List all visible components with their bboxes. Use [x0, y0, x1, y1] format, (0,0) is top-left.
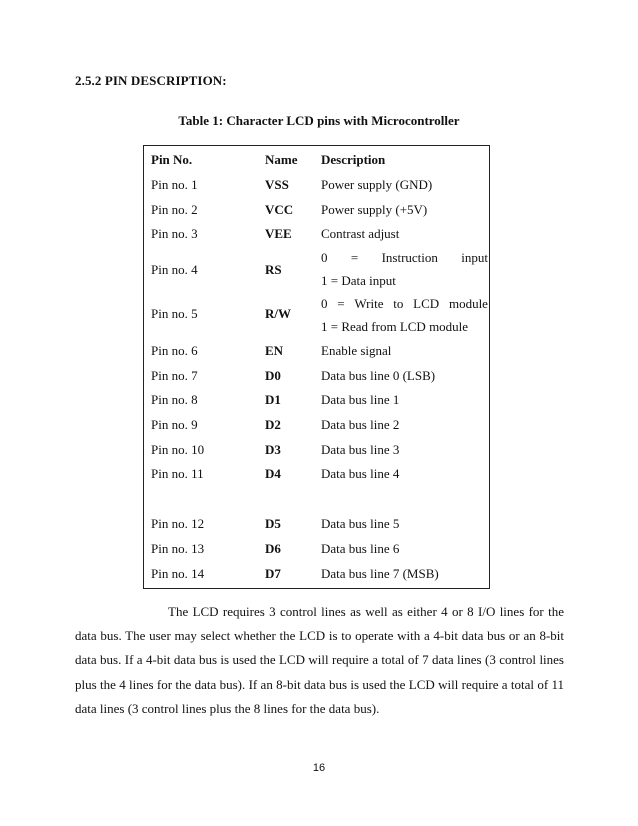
table-row-10-name: D3 — [265, 442, 281, 457]
table-row-14-pin: Pin no. 14 — [151, 566, 205, 581]
table-row-9-description: Data bus line 2 — [321, 417, 400, 432]
table-row-14-description: Data bus line 7 (MSB) — [321, 566, 439, 581]
table-row-5-description-line2: 1 = Read from LCD module — [321, 319, 469, 334]
table-row-13-pin: Pin no. 13 — [151, 541, 205, 556]
rw-desc-word: 0 — [321, 296, 328, 311]
rw-desc-word: = — [337, 296, 345, 311]
table-row-9-pin: Pin no. 9 — [151, 417, 198, 432]
pin-table — [143, 145, 490, 589]
table-row-11-description: Data bus line 4 — [321, 466, 400, 481]
rs-desc-word: Instruction — [381, 250, 438, 265]
table-row-12-description: Data bus line 5 — [321, 516, 400, 531]
table-row-6-description: Enable signal — [321, 343, 392, 358]
table-row-12-pin: Pin no. 12 — [151, 516, 205, 531]
table-row-5-pin: Pin no. 5 — [151, 306, 198, 321]
table-row-5-name: R/W — [265, 306, 291, 321]
table-row-4-description-line2: 1 = Data input — [321, 273, 396, 288]
rw-desc-word: LCD — [413, 296, 440, 311]
table-row-8-pin: Pin no. 8 — [151, 392, 198, 407]
table-row-13-name: D6 — [265, 541, 281, 556]
header-description: Description — [321, 152, 386, 167]
header-pin-no: Pin No. — [151, 152, 193, 167]
table-row-3-description: Contrast adjust — [321, 226, 400, 241]
table-row-8-name: D1 — [265, 392, 281, 407]
table-row-3-pin: Pin no. 3 — [151, 226, 198, 241]
table-row-2-description: Power supply (+5V) — [321, 202, 428, 217]
table-row-6-name: EN — [265, 343, 284, 358]
rs-desc-word: input — [461, 250, 488, 265]
rs-desc-word: = — [350, 250, 359, 265]
table-row-13-description: Data bus line 6 — [321, 541, 400, 556]
rw-desc-word: Write — [354, 296, 384, 311]
table-row-5-description-line1 — [321, 296, 488, 312]
table-row-11-pin: Pin no. 11 — [151, 466, 204, 481]
table-row-3-name: VEE — [265, 226, 292, 241]
table-row-6-pin: Pin no. 6 — [151, 343, 198, 358]
table-row-2-pin: Pin no. 2 — [151, 202, 198, 217]
rw-desc-word: module — [448, 296, 488, 311]
table-row-4-description-line1 — [321, 250, 488, 266]
table-row-9-name: D2 — [265, 417, 281, 432]
table-row-8-description: Data bus line 1 — [321, 392, 400, 407]
table-row-4-pin: Pin no. 4 — [151, 262, 198, 277]
rw-desc-word: to — [393, 296, 404, 311]
table-caption: Table 1: Character LCD pins with Microcontroller — [178, 113, 460, 128]
table-row-7-pin: Pin no. 7 — [151, 368, 198, 383]
table-row-10-description: Data bus line 3 — [321, 442, 400, 457]
header-name: Name — [265, 152, 298, 167]
table-row-7-name: D0 — [265, 368, 281, 383]
table-row-11-name: D4 — [265, 466, 281, 481]
section-heading: 2.5.2 PIN DESCRIPTION: — [75, 73, 227, 88]
table-row-1-name: VSS — [265, 177, 289, 192]
table-row-12-name: D5 — [265, 516, 281, 531]
table-row-1-description: Power supply (GND) — [321, 177, 433, 192]
table-row-1-pin: Pin no. 1 — [151, 177, 198, 192]
page-number: 16 — [312, 762, 326, 774]
table-row-2-name: VCC — [265, 202, 294, 217]
body-paragraph: The LCD requires 3 control lines as well as either 4 or 8 I/O lines for the data bus. The user may select whether the LCD is to operate with a 4-bit data bus or an 8-bit data bus. If a 4-bit data bus is used the LCD will require a total of 7 data lines (3 control lines plus the 4 lines for the data bus). If an 8-bit data bus is used the LCD will require a total of 11 data lines (3 control lines plus the 8 lines for the data bus). — [75, 604, 564, 716]
table-row-10-pin: Pin no. 10 — [151, 442, 205, 457]
rs-desc-word: 0 — [321, 250, 328, 265]
table-row-7-description: Data bus line 0 (LSB) — [321, 368, 436, 383]
table-row-14-name: D7 — [265, 566, 281, 581]
table-row-4-name: RS — [265, 262, 282, 277]
